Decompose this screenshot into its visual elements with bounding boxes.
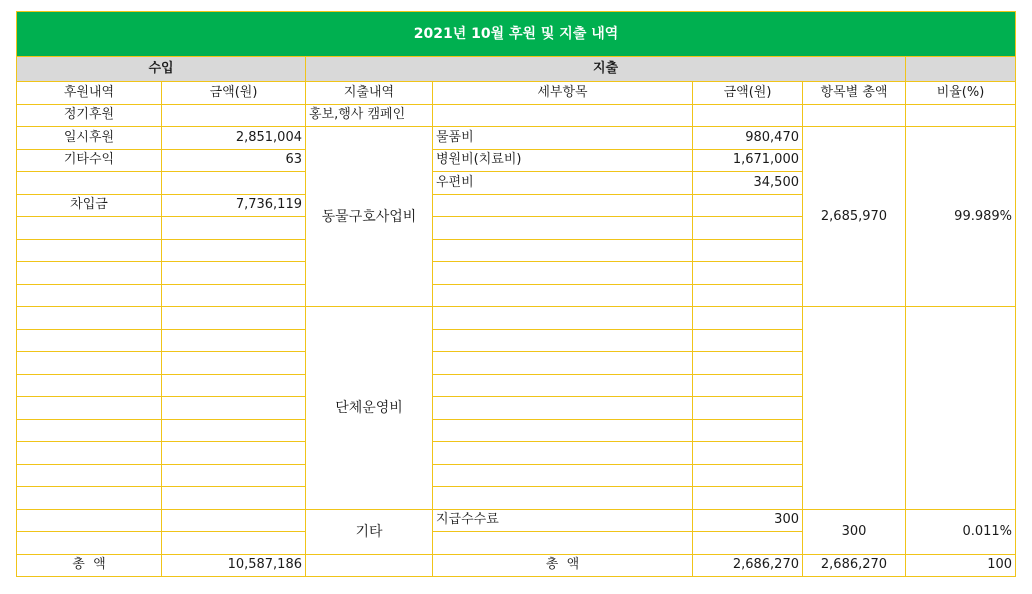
amount-cell [693,352,803,375]
income-label-cell [17,509,162,532]
finance-sheet [16,11,1016,577]
income-amount-cell [162,487,306,510]
income-section-header: 수입 [17,57,306,82]
income-amount-cell [162,104,306,127]
header-expense-item: 지출내역 [306,82,433,105]
amount-cell [693,532,803,555]
detail-cell [433,442,693,465]
income-amount-cell: 7,736,119 [162,194,306,217]
income-label-cell [17,442,162,465]
expense-total-label: 총 액 [433,554,693,577]
income-amount-cell [162,397,306,420]
org-operating-label: 단체운영비 [306,307,433,510]
header-detail: 세부항목 [433,82,693,105]
amount-cell: 300 [693,509,803,532]
detail-cell [433,284,693,307]
income-amount-cell [162,329,306,352]
income-total-value: 10,587,186 [162,554,306,577]
org-category-total [803,307,906,510]
income-label-cell [17,352,162,375]
amount-cell [693,464,803,487]
etc-ratio: 0.011% [906,509,1016,554]
income-label-cell [17,374,162,397]
section-header-blank [906,57,1016,82]
totals-blank [306,554,433,577]
detail-cell [433,262,693,285]
detail-cell [433,464,693,487]
income-amount-cell [162,532,306,555]
amount-cell [693,374,803,397]
amount-cell [693,104,803,127]
income-amount-cell [162,307,306,330]
income-label-cell: 일시후원 [17,127,162,150]
income-label-cell [17,172,162,195]
income-label-cell [17,487,162,510]
amount-cell [693,487,803,510]
expense-section-header: 지출 [306,57,906,82]
header-expense-amount: 금액(원) [693,82,803,105]
income-label-cell [17,419,162,442]
income-label-cell [17,262,162,285]
category-total-sum: 2,686,270 [803,554,906,577]
header-income-item: 후원내역 [17,82,162,105]
promo-expense-label: 홍보,행사 캠페인 [306,104,433,127]
sheet-title: 2021년 10월 후원 및 지출 내역 [17,12,1016,57]
detail-cell [433,397,693,420]
income-label-cell: 정기후원 [17,104,162,127]
amount-cell [693,442,803,465]
income-label-cell [17,284,162,307]
amount-cell: 34,500 [693,172,803,195]
income-label-cell: 기타수익 [17,149,162,172]
detail-cell [433,419,693,442]
etc-category-total: 300 [803,509,906,554]
income-total-label: 총 액 [17,554,162,577]
income-label-cell [17,464,162,487]
amount-cell [693,419,803,442]
amount-cell: 980,470 [693,127,803,150]
animal-ratio: 99.989% [906,127,1016,307]
income-amount-cell [162,509,306,532]
amount-cell [693,397,803,420]
income-label-cell [17,239,162,262]
amount-cell [693,217,803,240]
header-income-amount: 금액(원) [162,82,306,105]
income-label-cell [17,532,162,555]
income-amount-cell [162,464,306,487]
detail-cell [433,239,693,262]
income-amount-cell [162,284,306,307]
header-category-total: 항목별 총액 [803,82,906,105]
income-label-cell: 차입금 [17,194,162,217]
income-label-cell [17,397,162,420]
org-ratio [906,307,1016,510]
detail-cell: 물품비 [433,127,693,150]
detail-cell [433,374,693,397]
detail-cell: 병원비(치료비) [433,149,693,172]
category-total-cell [803,104,906,127]
amount-cell: 1,671,000 [693,149,803,172]
amount-cell [693,239,803,262]
animal-category-total: 2,685,970 [803,127,906,307]
income-amount-cell [162,262,306,285]
income-amount-cell: 63 [162,149,306,172]
amount-cell [693,284,803,307]
amount-cell [693,262,803,285]
income-amount-cell [162,172,306,195]
animal-relief-label: 동물구호사업비 [306,127,433,307]
ratio-total: 100 [906,554,1016,577]
income-amount-cell [162,217,306,240]
income-amount-cell [162,374,306,397]
detail-cell [433,307,693,330]
detail-cell [433,487,693,510]
amount-cell [693,307,803,330]
ratio-cell [906,104,1016,127]
income-amount-cell [162,442,306,465]
header-ratio: 비율(%) [906,82,1016,105]
detail-cell: 우편비 [433,172,693,195]
income-amount-cell [162,239,306,262]
income-label-cell [17,329,162,352]
detail-cell: 지급수수료 [433,509,693,532]
expense-total-value: 2,686,270 [693,554,803,577]
detail-cell [433,194,693,217]
income-label-cell [17,217,162,240]
income-amount-cell: 2,851,004 [162,127,306,150]
detail-cell [433,329,693,352]
income-amount-cell [162,352,306,375]
detail-cell [433,352,693,375]
etc-label: 기타 [306,509,433,554]
income-label-cell [17,307,162,330]
detail-cell [433,104,693,127]
amount-cell [693,329,803,352]
detail-cell [433,532,693,555]
income-amount-cell [162,419,306,442]
detail-cell [433,217,693,240]
amount-cell [693,194,803,217]
